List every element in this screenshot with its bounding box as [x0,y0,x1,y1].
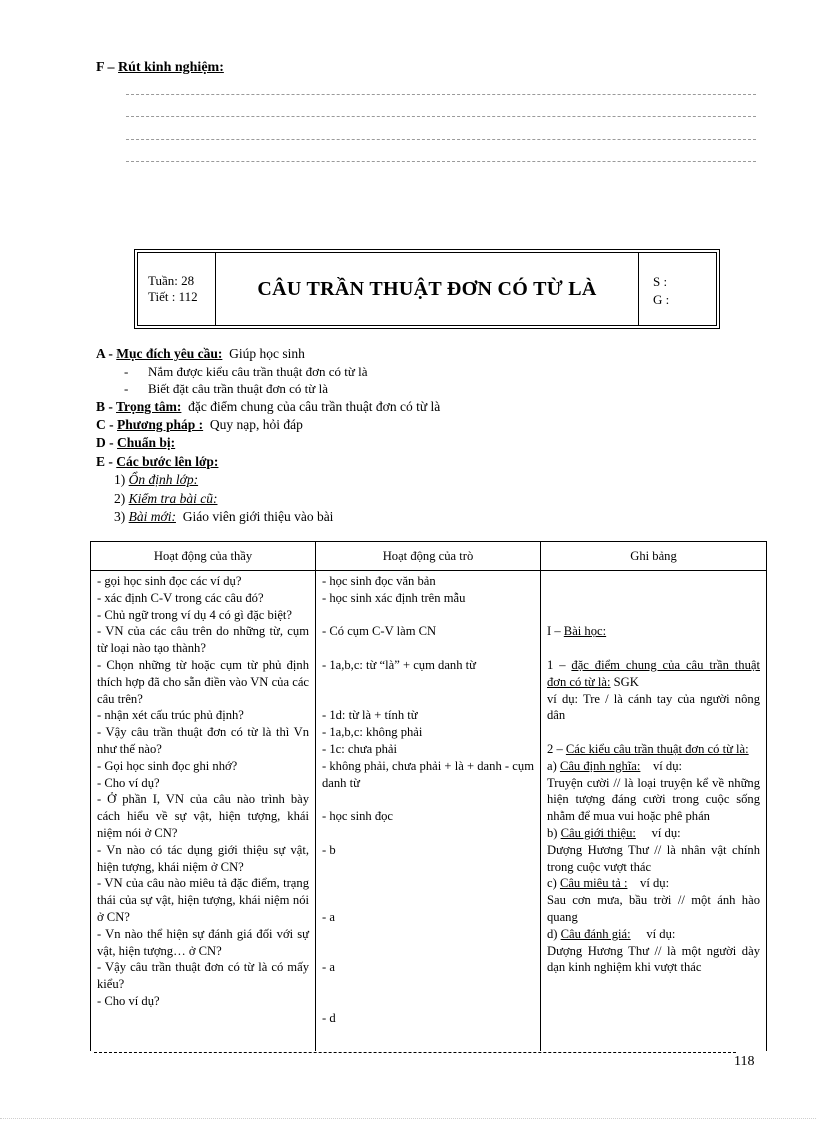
section-a-text: Giúp học sinh [229,346,305,361]
teacher-item: - VN của câu nào miêu tả đặc điểm, trạng thái của sự vật, hiện tượng, khái niệm nói ở CN? [97,876,309,924]
board-type-a: a) Câu định nghĩa: ví dụ: [547,758,683,773]
rut-kinh-nghiem-heading [96,60,224,76]
teacher-item: - VN của các câu trên do những từ, cụm từ loại nào tạo thành? [97,624,309,656]
step-item: 3) Bài mới: Giáo viên giới thiệu vào bài [114,509,334,524]
section-c-label: Phương pháp : [117,417,204,432]
student-activities [316,571,541,1052]
teacher-item: - Vn nào thể hiện sự đánh giá đối với sự vật, hiện tượng… ở CN? [97,926,309,958]
teacher-item: - nhận xét cấu trúc phủ định? [97,708,244,723]
footer-rule [94,1052,736,1053]
section-d [96,434,175,452]
board-type-d-text: Dượng Hương Thư // là một người dày dạn kinh nghiệm khi vượt thác [547,943,760,975]
lesson-activity-table [90,541,767,1051]
column-header-student: Hoạt động của trò [316,542,541,571]
step-item: 1) Ổn định lớp: [114,472,199,487]
teacher-item: - Chủ ngữ trong ví dụ 4 có gì đặc biệt? [97,607,292,622]
date-g: G : [653,292,670,307]
board-type-b-text: Dượng Hương Thư // là nhân vật chính trong cuộc vượt thác [547,842,760,874]
board-type-a-text: Truyện cười // là loại truyện kể về những hiện tượng đáng cười trong cuộc sống nhằm để mua vui hoặc phê phán [547,775,760,824]
column-header-board: Ghi bảng [541,542,767,571]
column-header-teacher: Hoạt động của thầy [91,542,316,571]
section-d-prefix: D - [96,435,117,450]
teacher-item: - xác định C-V trong các câu đó? [97,590,264,605]
section-e-label: Các bước lên lớp: [116,454,219,469]
lesson-title: CÂU TRẦN THUẬT ĐƠN CÓ TỪ LÀ [216,253,639,325]
board-point-1: 1 – đặc điểm chung của câu trần thuật đơn có từ là: SGK [547,657,760,689]
table-row [91,571,767,1052]
notes-line-2 [126,116,756,117]
notes-line-4 [126,161,756,162]
notes-line-1 [126,94,756,95]
board-type-c-text: Sau cơn mưa, bầu trời // một ánh hào quang [547,893,760,924]
lesson-title-box [137,252,717,326]
board-point-2: 2 – Các kiểu câu trần thuật đơn có từ là: [547,741,749,756]
section-c-prefix: C - [96,417,117,432]
step-item: 2) Kiểm tra bài cũ: [114,491,218,506]
teacher-item: - Ở phần I, VN của câu nào trình bày cách hiểu về sự vật, hiện tượng, khái niệm nói ở CN? [97,792,309,840]
student-item: - a [322,960,335,975]
teacher-item: - Vậy câu trần thuật đơn có từ là thì Vn như thế nào? [97,725,309,756]
board-type-d: d) Câu đánh giá: ví dụ: [547,926,676,941]
teacher-item: - Cho ví dụ? [97,993,160,1008]
teacher-item: - Vậy câu trần thuật đơn có từ là có mấy kiểu? [97,960,309,992]
dates-cell [639,253,716,325]
student-item: - a [322,909,335,924]
date-s: S : [653,274,668,289]
section-f-label: Rút kinh nghiệm: [118,60,224,75]
period-label: Tiết : 112 [148,289,198,304]
section-e-prefix: E - [96,454,117,469]
teacher-activities [91,571,316,1052]
student-item: - 1a,b,c: không phải [322,725,423,740]
week-label: Tuần: 28 [148,273,195,288]
page-edge [0,1118,816,1119]
teacher-item: - gọi học sinh đọc các ví dụ? [97,574,242,588]
student-item: - d [322,1010,336,1025]
board-type-c: c) Câu miêu tả : ví dụ: [547,876,670,891]
board-heading: I – Bài học: [547,624,607,639]
section-b [96,398,440,416]
section-d-label: Chuẩn bị: [117,435,176,450]
section-f-prefix: F – [96,60,119,75]
section-a [96,345,305,363]
board-type-b: b) Câu giới thiệu: ví dụ: [547,825,681,840]
week-period-cell [138,253,216,325]
student-item: - 1a,b,c: từ “là” + cụm danh từ [322,657,476,672]
student-item: - học sinh đọc văn bản [322,574,436,588]
section-b-prefix: B - [96,399,117,414]
section-a-label: Mục đích yêu cầu: [116,346,223,361]
teacher-item: - Chọn những từ hoặc cụm từ phủ định thích hợp đã cho sẵn điền vào VN của các câu trên? [97,657,309,706]
student-item: - học sinh xác định trên mẫu [322,590,466,605]
section-b-label: Trọng tâm: [116,399,182,414]
section-c-text: Quy nạp, hỏi đáp [209,417,303,432]
student-item: - b [322,842,336,857]
notes-line-3 [126,139,756,140]
teacher-item: - Vn nào có tác dụng giới thiệu sự vật, hiện tượng, khái niệm ở CN? [97,842,309,874]
student-item: - không phải, chưa phải + là + danh - cụm danh từ [322,758,534,790]
section-c [96,416,303,434]
student-item: - 1d: từ là + tính từ [322,708,418,723]
teacher-item: - Gọi học sinh đọc ghi nhớ? [97,758,238,773]
student-item: - 1c: chưa phải [322,741,398,756]
page-number: 118 [734,1054,755,1069]
student-item: - Có cụm C-V làm CN [322,624,437,639]
board-example-1: ví dụ: Tre / là cánh tay của người nông dân [547,691,760,723]
board-notes [541,571,767,1052]
section-b-text: đặc điểm chung của câu trần thuật đơn có từ là [188,399,441,414]
section-a-prefix: A - [96,346,117,361]
section-a-item: - Nắm được kiểu câu trần thuật đơn có từ là [124,364,368,379]
student-item: - học sinh đọc [322,809,393,824]
teacher-item: - Cho ví dụ? [97,775,160,790]
section-e [96,453,218,471]
section-a-item: - Biết đặt câu trần thuật đơn có từ là [124,381,328,396]
table-header-row [91,542,767,571]
